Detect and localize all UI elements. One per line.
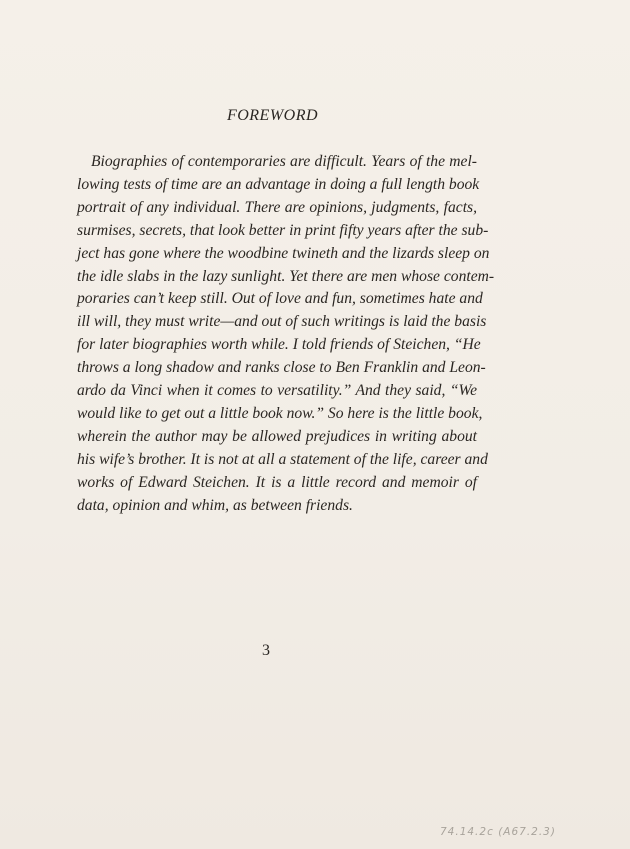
paragraph-line: his wife’s brother. It is not at all a statement of the life, career and [77, 450, 488, 468]
paragraph-line: ill will, they must write—and out of such writings is laid the basis [77, 313, 487, 331]
paragraph-line: data, opinion and whim, as between friends. [77, 496, 353, 514]
paragraph-line: surmises, secrets, that look better in print fifty years after the sub- [77, 221, 489, 239]
page-number: 3 [262, 642, 270, 659]
paragraph-line: ardo da Vinci when it comes to versatility.” And they said, “We [77, 382, 477, 400]
paragraph-line: lowing tests of time are an advantage in doing a full length book [77, 175, 480, 193]
foreword-paragraph [77, 151, 495, 518]
paragraph-line: throws a long shadow and ranks close to Ben Franklin and Leon- [77, 359, 486, 377]
paragraph-line: poraries can’t keep still. Out of love and fun, sometimes hate and [77, 290, 483, 308]
paragraph-line: portrait of any individual. There are opinions, judgments, facts, [77, 198, 477, 216]
page-title: FOREWORD [226, 107, 319, 124]
paragraph-line: wherein the author may be allowed prejudices in writing about [77, 427, 477, 445]
paragraph-line: Biographies of contemporaries are difficult. Years of the mel- [91, 153, 477, 170]
paragraph-line: the idle slabs in the lazy sunlight. Yet there are men whose contem- [77, 267, 495, 285]
paragraph-line: would like to get out a little book now.” So here is the little book, [77, 404, 483, 422]
paragraph-line: ject has gone where the woodbine twineth and the lizards sleep on [77, 244, 490, 262]
paragraph-line: for later biographies worth while. I told friends of Steichen, “He [77, 336, 481, 354]
catalog-annotation: 74.14.2c (A67.2.3) [440, 826, 556, 838]
paragraph-line: works of Edward Steichen. It is a little record and memoir of [77, 473, 477, 491]
